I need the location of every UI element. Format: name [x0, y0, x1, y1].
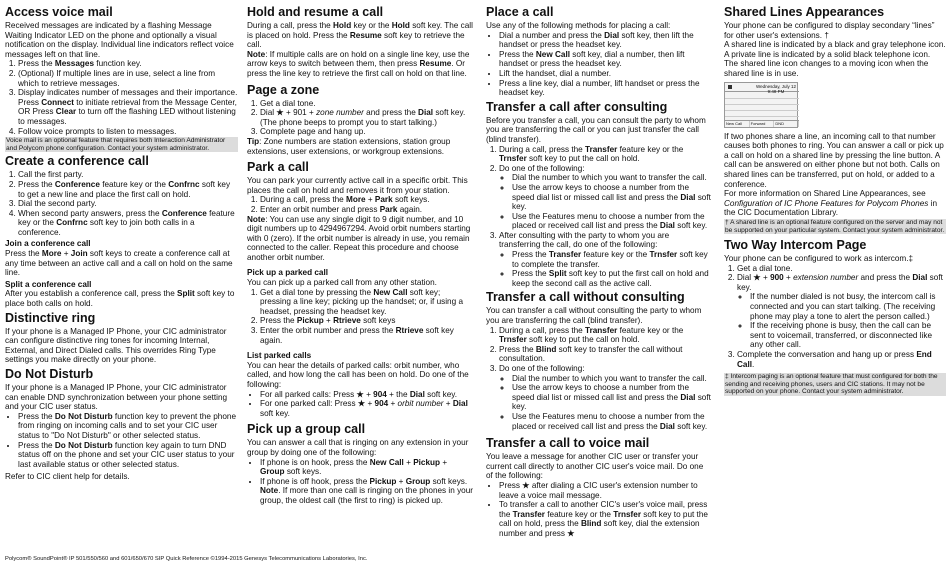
list-item: • To transfer a call to another CIC's user's voice mail, press the Transfer feature key or the Trnsfer soft key to put the call on hold, press the Blind soft key, dial the extension number and press ★ [499, 500, 711, 538]
access-voice-mail-heading: Access voice mail [5, 5, 113, 19]
shared-lines-text-2: A shared line is indicated by a black and gray telephone icon. A private line is indicated by a solid black telephone icon. The shared line icon changes to a moving icon when the shared line is in use. [724, 40, 946, 78]
transfer-consult-heading: Transfer a call after consulting [486, 99, 668, 114]
page-footer: Polycom® SoundPoint® IP 501/550/560 and 601/650/670 SIP Quick Reference ©1994-2015 Genesys Telecommunications Laboratories, Inc. [5, 556, 368, 562]
list-parked-text: You can hear the details of parked calls: orbit number, who called, and how long the call has been on hold. Do one of the following: [247, 360, 469, 389]
page-zone-steps [247, 99, 473, 137]
list-item: 2. Enter an orbit number and press Park again. [260, 205, 473, 215]
list-item: ◦ Press the Split soft key to put the first call on hold and keep the second call as the active call. [512, 269, 711, 288]
list-item: 3. Complete page and hang up. [260, 127, 473, 137]
list-item: • Press ★ after dialing a CIC user's extension number to leave a voice mail message. [499, 481, 711, 500]
shared-lines-more-info: For more information on Shared Line Appearances, see Configuration of IC Phone Features for Polycom Phones in the CIC Documentation Library. [724, 189, 937, 218]
column-2 [247, 3, 473, 506]
place-call-bullets [486, 31, 711, 98]
list-item: 2. Press the Pickup + Rtrieve soft keys [260, 316, 473, 326]
list-item: 2. Do one of the following: ◦ Dial the number to which you want to transfer the call. ◦ Use the arrow keys to choose a number from the speed dial list or missed call list and press the Dial soft key. ◦ Use the Features menu to choose a number from the placed or received call list and press the Dial soft key. [499, 164, 711, 231]
do-not-disturb-bullets [5, 412, 238, 470]
list-item: 1. During a call, press the More + Park soft keys. [260, 195, 473, 205]
phone-softkeys: New Call Forward DND [725, 120, 799, 127]
list-item: ◦ Dial the number to which you want to transfer the call. [512, 374, 711, 384]
group-pickup-bullets [247, 458, 473, 506]
transfer-blind-text: You can transfer a call without consulting the party to whom you are transferring the call (blind transfer). [486, 306, 702, 326]
list-item: ◦ Press the Transfer feature key or the Trnsfer soft key to complete the transfer. [512, 250, 711, 269]
pickup-parked-text: You can pick up a parked call from any other station. [247, 278, 437, 288]
column-4 [724, 3, 946, 396]
shared-lines-text-1: Your phone can be configured to display secondary “lines” for other user's extensions. † [724, 21, 935, 40]
place-call-heading: Place a call [486, 5, 554, 19]
place-call-text: Use any of the following methods for placing a call: [486, 21, 671, 30]
pickup-parked-subheading: Pick up a parked call [247, 268, 329, 278]
transfer-consult-steps [486, 145, 711, 289]
distinctive-ring-heading: Distinctive ring [5, 310, 96, 325]
list-item: 2. Dial ★ + 901 + zone number and press the Dial soft key. (The phone beeps to prompt you to start talking.) [260, 108, 473, 127]
transfer-blind-heading: Transfer a call without consulting [486, 290, 685, 305]
shared-line-icon [728, 85, 732, 89]
list-item: 2. Press the Conference feature key or the Confrnc soft key to get a new line and place the first call on hold. [18, 180, 238, 199]
list-item: • Press the Do Not Disturb function key again to turn DND status off on the phone and set your CIC user status to your last available status or other selected status. [18, 441, 238, 470]
shared-lines-note: † A shared line is an optional feature configured on the server and may not be supported on your particular system. Contact your system administrator. [725, 218, 945, 234]
phone-datetime: Wednesday, July 12 9:48 PM [755, 83, 797, 94]
column-1 [5, 3, 238, 482]
list-item: 2. Press the Blind soft key to transfer the call without consultation. [499, 345, 711, 364]
pickup-parked-steps [247, 288, 473, 346]
park-call-steps [247, 195, 473, 214]
list-item: ◦ Use the arrow keys to choose a number from the speed dial list or missed call list and press the Dial soft key. [512, 383, 711, 412]
group-pickup-text: You can answer a call that is ringing on any extension in your group by doing one of the following: [247, 438, 469, 457]
list-item: • Press the New Call soft key, dial a number, then lift handset or press the headset key. [499, 50, 711, 69]
list-item: • For all parked calls: Press ★ + 904 + the Dial soft key. [260, 390, 473, 400]
list-item: ◦ Use the arrow keys to choose a number from the speed dial list or missed call list and press the Dial soft key. [512, 183, 711, 212]
refer-help-text: Refer to CIC client help for details. [5, 472, 130, 482]
voice-mail-note: Voice mail is an optional feature that requires both Interaction Administrator and Polycom phone configuration. Contact your system administrator. [5, 137, 238, 152]
hold-resume-note: Note: If multiple calls are on hold on a single line key, use the arrow keys to switch between them, then press Resume. Or press the line key to retrieve the first call on hold on that line. [247, 49, 470, 78]
list-item: • If phone is on hook, press the New Call + Pickup + Group soft keys. [260, 458, 473, 477]
list-item: 3. Do one of the following: ◦ Dial the number to which you want to transfer the call. ◦ Use the arrow keys to choose a number from the speed dial list or missed call list and press the Dial soft key. ◦ Use the Features menu to choose a number from the placed or received call list and press the Dial soft key. [499, 364, 711, 431]
shared-lines-text-3: If two phones share a line, an incoming call to that number causes both phones to ring. You can answer a call or pick up a call on hold on a shared line by pressing the line button. A call can be answered on either phone but not both. Calls on shared lines can be transferred, put on hold, or added to a conference. [724, 131, 944, 189]
conference-heading: Create a conference call [5, 154, 149, 169]
list-item: 3. After consulting with the party to whom you are transferring the call, do one of the following: ◦ Press the Transfer feature key or the Trnsfer soft key to complete the transfer. ◦ Press the Split soft key to put the first call on hold and keep the second call as the active call. [499, 231, 711, 289]
join-conference-text: Press the More + Join soft keys to create a conference call at any time between an active call and a call on hold on the same line. [5, 249, 233, 278]
access-voice-mail-steps [5, 59, 238, 136]
park-call-text: You can park your currently active call in a specific orbit. This places the call on hold and removes it from your station. [247, 176, 468, 195]
list-item: ◦ If the receiving phone is busy, then the call can be sent to voicemail, transferred, or disconnected like any other call. [750, 321, 946, 350]
list-item: 1. During a call, press the Transfer feature key or the Trnsfer soft key to put the call on hold. [499, 145, 711, 164]
intercom-text: Your phone can be configured to work as intercom.‡ [724, 254, 914, 264]
list-item: • Press a line key, dial a number, lift handset or press the headset key. [499, 79, 711, 98]
list-item: 4. Follow voice prompts to listen to messages. [18, 127, 238, 137]
transfer-voicemail-text: You leave a message for another CIC user or transfer your current call directly to another CIC user's voice mail. Do one of the following: [486, 452, 704, 481]
list-item: • For one parked call: Press ★ + 904 + orbit number + Dial soft key. [260, 399, 473, 418]
list-item: ◦ If the number dialed is not busy, the intercom call is connected and you can start talking. (The receiving phone may play a tone to alert the person called.) [750, 292, 946, 321]
list-item: 3. Complete the conversation and hang up or press End Call. [737, 350, 946, 369]
list-item: • Dial a number and press the Dial soft key, then lift the handset or press the headset key. [499, 31, 711, 50]
intercom-note: ‡ Intercom paging is an optional feature that must configured for both the sending and receiving phones, users and CIC stations. It may not be supported on your phone. Contact your system administrator. [724, 373, 946, 396]
list-item: ◦ Use the Features menu to choose a number from the placed or received call list and press the Dial soft key. [512, 212, 711, 231]
intercom-steps [724, 264, 946, 370]
park-call-heading: Park a call [247, 160, 309, 175]
transfer-voicemail-heading: Transfer a call to voice mail [486, 436, 650, 451]
hold-resume-heading: Hold and resume a call [247, 5, 384, 19]
list-item: 4. When second party answers, press the Conference feature key or the Confrnc soft key to join both calls in a conference. [18, 209, 238, 238]
list-item: 2. (Optional) If multiple lines are in use, select a line from which to retrieve messages. [18, 69, 238, 88]
list-item: 1. Press the Messages function key. [18, 59, 238, 69]
distinctive-ring-text: If your phone is a Managed IP Phone, your CIC administrator can configure distinctive ring tones for incoming Internal, External, and Direct Dialed calls. This overrides Ring Type settings you make directly on your phone. [5, 326, 227, 365]
list-item: 3. Enter the orbit number and press the Rtrieve soft key again. [260, 326, 473, 345]
park-call-note: Note: You can use any single digit to 9 digit number, and 10 digit numbers up to 4294967294. Avoid orbit numbers starting with 0 (zero). If the orbit number is already in use, you remain connected to the caller. Repeat this procedure and choose another orbit number. [247, 214, 471, 262]
transfer-consult-text: Before you transfer a call, you can consult the party to whom you are transferring the call or you can just transfer the call (blind transfer). [486, 115, 706, 144]
transfer-blind-steps [486, 326, 711, 432]
do-not-disturb-heading: Do Not Disturb [5, 367, 94, 381]
list-item: 1. Call the first party. [18, 170, 238, 180]
split-conference-text: After you establish a conference call, press the Split soft key to place both calls on hold. [5, 289, 235, 309]
split-conference-subheading: Split a conference call [5, 279, 92, 289]
shared-lines-heading: Shared Lines Appearances [724, 5, 885, 19]
list-parked-subheading: List parked calls [247, 351, 312, 361]
column-3 [486, 3, 711, 539]
intercom-heading: Two Way Intercom Page [724, 238, 867, 253]
page-zone-tip: Tip: Zone numbers are station extensions, station group extensions, user extensions, or workgroup extensions. [247, 136, 451, 156]
list-item: ◦ Use the Features menu to choose a number from the placed or received call list and press the Dial soft key. [512, 412, 711, 431]
group-pickup-heading: Pick up a group call [247, 422, 366, 437]
hold-resume-text: During a call, press the Hold key or the Hold soft key. The call is placed on hold. Press the Resume soft key to retrieve the call. [247, 21, 473, 50]
list-item: ◦ Dial the number to which you want to transfer the call. [512, 173, 711, 183]
page-zone-heading: Page a zone [247, 82, 320, 97]
access-voice-mail-intro: Received messages are indicated by a flashing Message Waiting Indicator LED on the phone and optionally a visual notification on the display. Individual line indicators reflect voice messages left on that line. [5, 21, 234, 59]
conference-steps [5, 170, 238, 237]
list-item: 2. Dial ★ + 900 + extension number and press the Dial soft key. ◦ If the number dialed is not busy, the intercom call is connected and you can start talking. (The receiving phone may play a tone to alert the person called.) ◦ If the receiving phone is busy, then the call can be sent to voicemail, transferred, or disconnected like any other call. [737, 273, 946, 350]
list-item: 1. Get a dial tone by pressing the New Call soft key; pressing a line key; picking up the handset; or, if using a headset, pressing the headset key. [260, 288, 473, 317]
list-item: 1. During a call, press the Transfer feature key or the Trnsfer soft key to put the call on hold. [499, 326, 711, 345]
phone-display-image [724, 82, 798, 128]
list-parked-bullets [247, 390, 473, 419]
do-not-disturb-text: If your phone is a Managed IP Phone, your CIC administrator can enable DND synchronization between your phone setting and your CIC user status. [5, 383, 228, 412]
list-item: • If phone is off hook, press the Pickup + Group soft keys. Note. If more than one call is ringing on the phones in your group, the oldest call (the first to ring) is picked up. [260, 477, 473, 506]
list-item: • Lift the handset, dial a number. [499, 69, 711, 79]
list-item: 1. Get a dial tone. [737, 264, 946, 274]
list-item: 3. Dial the second party. [18, 199, 238, 209]
list-item: 3. Display indicates number of messages and their importance. Press Connect to initiate retrieval from the Message Center, OR Press Clear to turn off the flashing LED without listening to messages. [18, 88, 238, 126]
list-item: 1. Get a dial tone. [260, 99, 473, 109]
transfer-voicemail-bullets [486, 481, 711, 539]
join-conference-subheading: Join a conference call [5, 239, 91, 249]
list-item: • Press the Do Not Disturb function key to prevent the phone from ringing on incoming calls and to set your CIC user status to "Do Not Disturb" or other selected status. [18, 412, 238, 441]
